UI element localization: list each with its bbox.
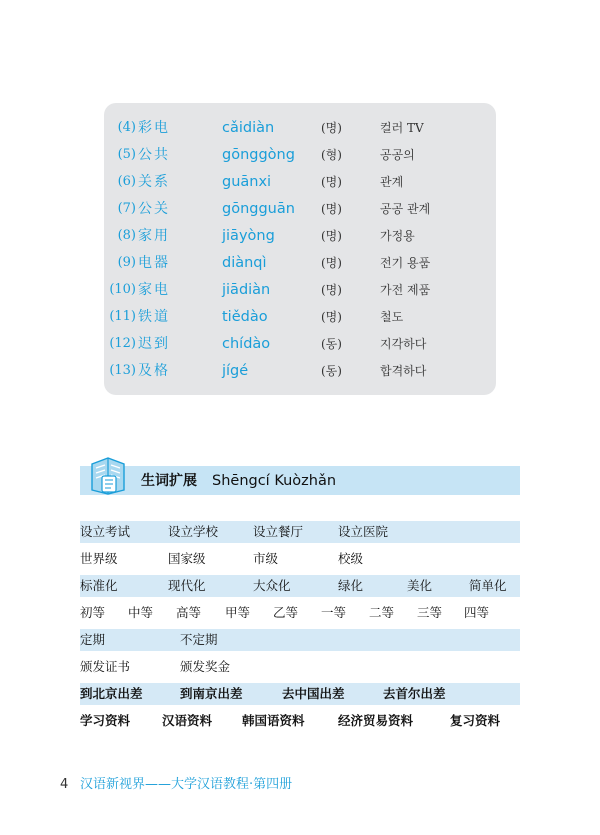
expansion-word: 三等 [417,605,443,620]
vocab-pinyin: gōngguān [222,201,295,217]
expansion-word: 中等 [128,605,154,620]
expansion-row [80,629,520,651]
expansion-row [80,656,520,678]
vocab-meaning: 합격하다 [380,364,427,378]
page-number: 4 [60,777,69,792]
vocab-row [104,250,496,276]
vocab-pinyin: cǎidiàn [222,120,275,136]
vocab-part-of-speech: (명) [321,310,342,324]
expansion-word: 复习资料 [450,713,501,728]
expansion-word: 国家级 [168,551,206,566]
expansion-word: 甲等 [225,605,251,620]
expansion-word: 颁发证书 [80,659,131,674]
vocab-part-of-speech: (동) [321,337,342,351]
vocab-number: (12) [109,336,136,351]
vocab-word: 铁道 [138,309,170,325]
vocab-row [104,331,496,357]
vocab-part-of-speech: (명) [321,202,342,216]
expansion-word: 市级 [253,551,279,566]
vocab-row [104,196,496,222]
vocab-pinyin: tiědào [222,309,268,325]
expansion-word: 二等 [369,605,395,620]
vocab-number: (6) [117,174,136,189]
vocab-number: (7) [117,201,136,216]
expansion-word: 绿化 [338,578,364,593]
vocab-number: (10) [109,282,136,297]
vocab-word: 彩电 [138,120,170,136]
expansion-row [80,548,520,570]
vocab-meaning: 관계 [380,175,404,189]
section-title: 生词扩展 [141,473,197,489]
expansion-word: 设立餐厅 [253,524,304,539]
vocab-number: (8) [117,228,136,243]
expansion-word: 韩国语资料 [242,713,305,728]
expansion-word: 简单化 [469,578,507,593]
expansion-word: 汉语资料 [162,713,213,728]
book-title: 汉语新视界——大学汉语教程·第四册 [80,777,293,792]
vocab-meaning: 가전 제품 [380,283,431,297]
vocab-number: (11) [109,309,136,324]
expansion-word: 去首尔出差 [383,686,446,701]
vocab-word: 公共 [138,147,170,163]
expansion-word: 大众化 [253,578,291,593]
vocab-meaning: 공공의 [380,148,415,162]
expansion-word: 一等 [321,605,347,620]
expansion-word: 设立学校 [168,524,219,539]
expansion-word: 到北京出差 [80,686,143,701]
expansion-word: 不定期 [180,632,218,647]
vocab-meaning: 가정용 [380,229,415,243]
vocab-number: (4) [117,120,136,135]
vocab-row [104,277,496,303]
expansion-word: 初等 [80,605,106,620]
expansion-word: 经济贸易资料 [338,713,414,728]
vocab-row [104,304,496,330]
expansion-word: 学习资料 [80,713,131,728]
expansion-row [80,521,520,543]
vocab-pinyin: gōnggòng [222,147,295,163]
vocab-word: 及格 [138,363,170,379]
expansion-word: 设立考试 [80,524,131,539]
expansion-word: 定期 [80,632,106,647]
expansion-row [80,710,520,732]
vocab-meaning: 전기 용품 [380,256,431,270]
vocab-number: (9) [117,255,136,270]
vocab-word: 家用 [138,228,170,244]
vocab-meaning: 지각하다 [380,337,427,351]
expansion-word: 美化 [407,578,433,593]
vocab-meaning: 철도 [380,310,404,324]
expansion-word: 现代化 [168,578,206,593]
vocab-part-of-speech: (명) [321,256,342,270]
vocab-pinyin: guānxi [222,174,272,190]
expansion-word: 乙等 [273,605,299,620]
vocab-pinyin: jígé [222,363,249,379]
expansion-word: 四等 [464,605,490,620]
expansion-row [80,575,520,597]
expansion-row [80,683,520,705]
vocab-pinyin: jiāyòng [222,228,275,244]
vocab-part-of-speech: (명) [321,283,342,297]
vocab-part-of-speech: (명) [321,175,342,189]
vocab-row [104,358,496,384]
vocab-part-of-speech: (형) [321,148,342,162]
vocab-number: (5) [117,147,136,162]
expansion-word: 到南京出差 [180,686,243,701]
expansion-word: 世界级 [80,551,118,566]
section-title-pinyin: Shēngcí Kuòzhǎn [212,473,337,489]
expansion-word: 颁发奖金 [180,659,231,674]
expansion-word: 标准化 [80,578,118,593]
vocab-number: (13) [109,363,136,378]
vocab-meaning: 컬러 TV [380,121,424,135]
expansion-row [80,602,520,624]
expansion-word: 去中国出差 [282,686,345,701]
vocab-part-of-speech: (동) [321,364,342,378]
vocab-row [104,169,496,195]
expansion-word: 设立医院 [338,524,389,539]
vocab-pinyin: jiādiàn [222,282,271,298]
vocab-row [104,142,496,168]
vocab-word: 家电 [138,282,170,298]
vocab-meaning: 공공 관계 [380,202,431,216]
vocab-pinyin: diànqì [222,255,267,271]
vocab-row [104,115,496,141]
vocab-word: 公关 [138,201,170,217]
vocab-word: 迟到 [138,336,170,352]
book-icon [88,454,128,496]
vocab-word: 关系 [138,174,170,190]
expansion-word: 校级 [338,551,364,566]
vocab-part-of-speech: (명) [321,121,342,135]
expansion-word: 高等 [176,605,202,620]
vocab-part-of-speech: (명) [321,229,342,243]
vocab-row [104,223,496,249]
vocab-pinyin: chídào [222,336,271,352]
vocab-word: 电器 [138,255,170,271]
vocabulary-box [104,103,496,395]
